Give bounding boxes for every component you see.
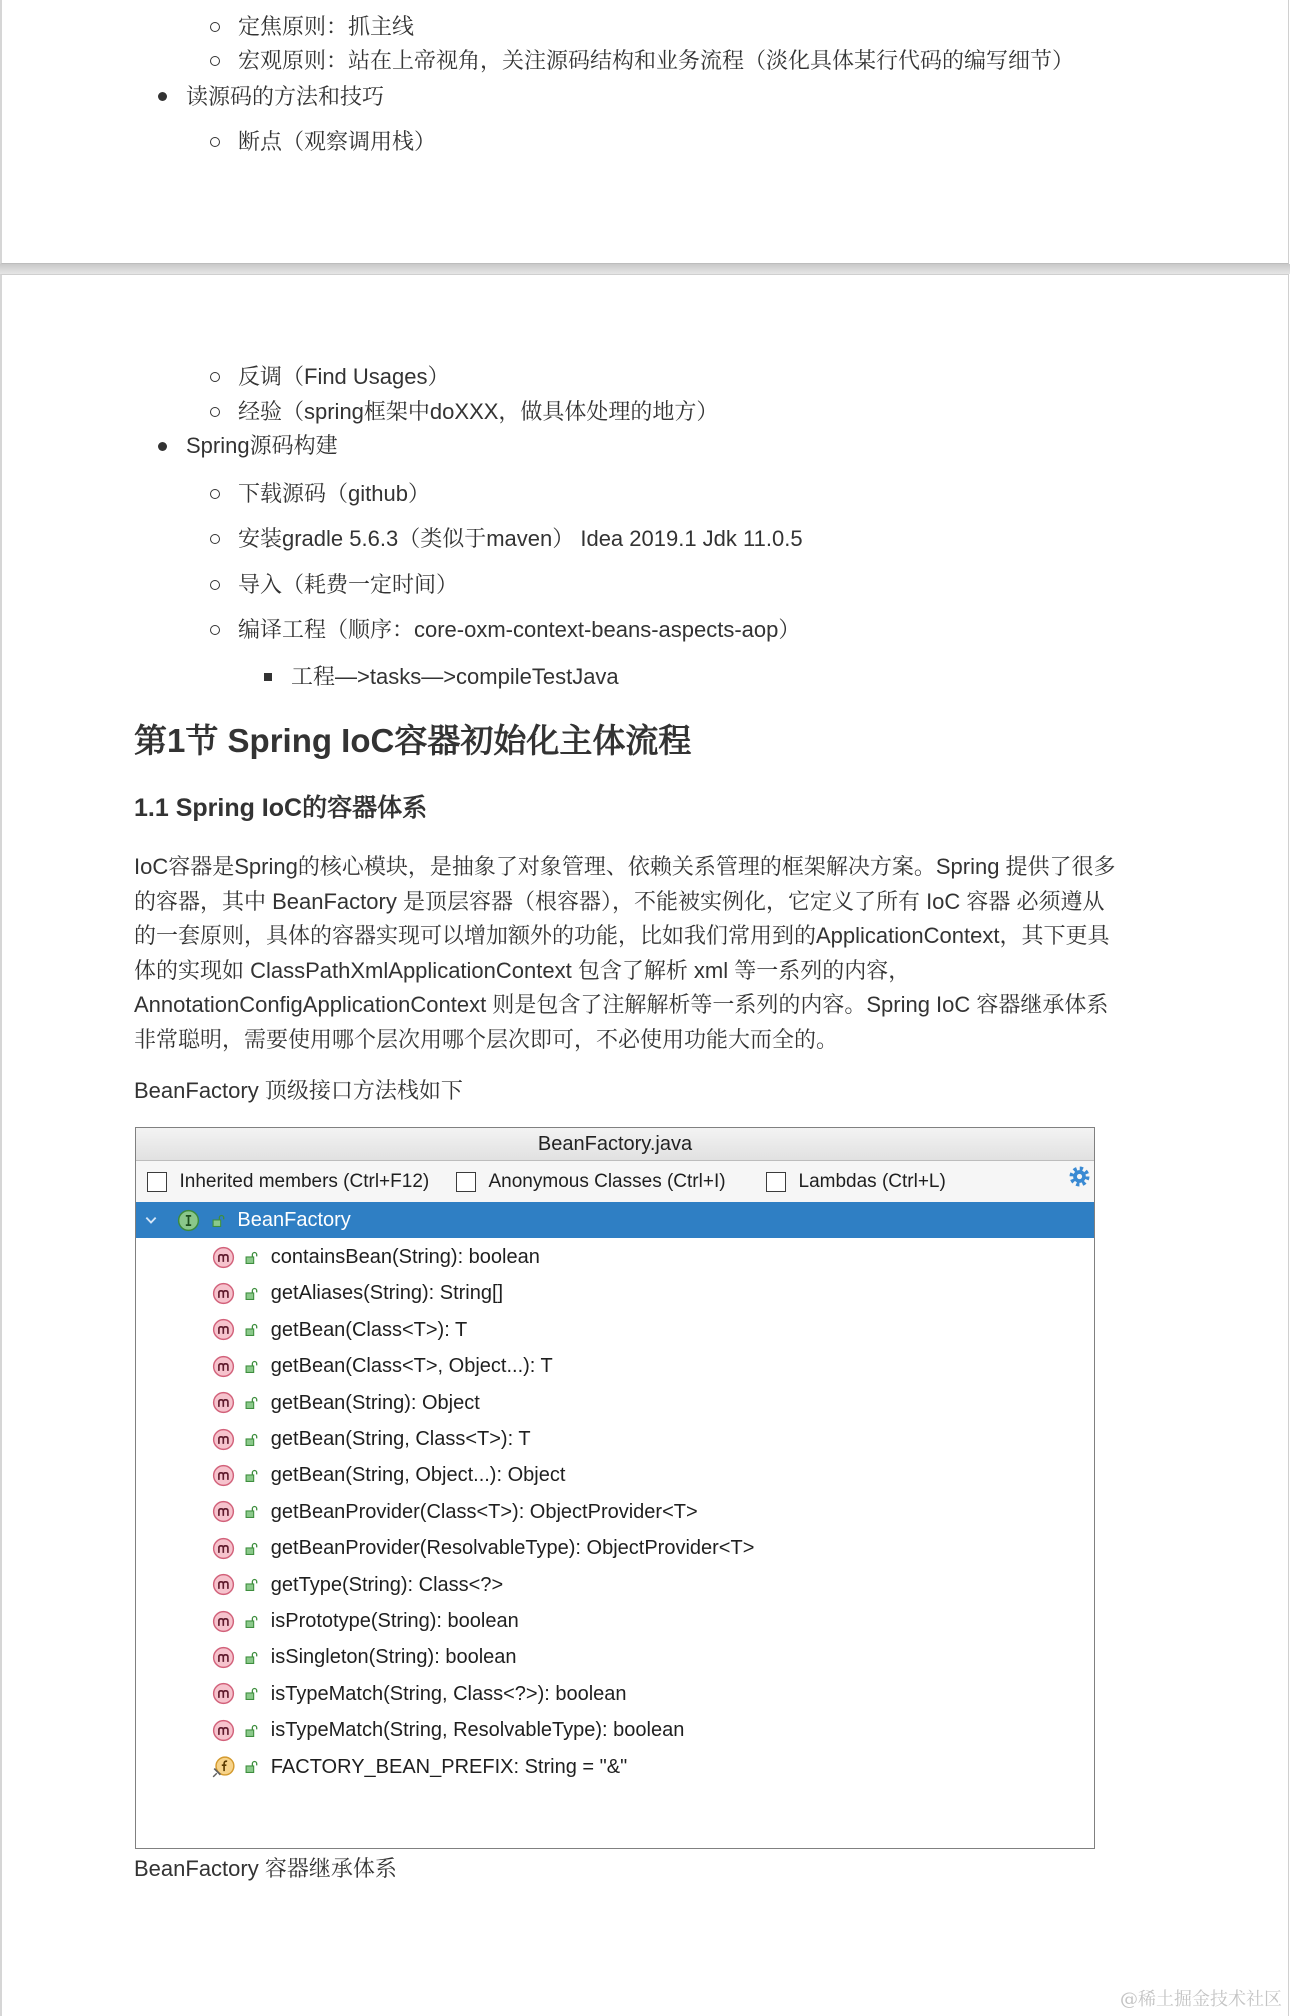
public-access-icon (245, 1433, 258, 1446)
list-item (210, 478, 430, 510)
subsection-heading: 1.1 Spring IoC的容器体系 (134, 794, 428, 822)
tree-member-row[interactable] (136, 1239, 1094, 1275)
tree-member-row[interactable] (136, 1275, 1094, 1311)
anonymous-classes-option[interactable] (456, 1161, 726, 1202)
bullet-circle (210, 137, 220, 147)
method-icon (212, 1464, 235, 1487)
member-signature: isPrototype(String): boolean (270, 1610, 519, 1632)
member-signature: getBean(String, Object...): Object (270, 1464, 566, 1487)
bullet-square (264, 673, 272, 681)
tree-member-row[interactable] (136, 1530, 1094, 1566)
member-signature: FACTORY_BEAN_PREFIX: String = "&" (270, 1755, 628, 1778)
list-item-text: 宏观原则：站在上帝视角，关注源码结构和业务流程（淡化具体某行代码的编写细节） (238, 47, 1075, 73)
tree-member-row[interactable] (136, 1457, 1094, 1493)
paragraph-line: 的一套原则，具体的容器实现可以增加额外的功能，比如我们常用到的ApplicationContext，其下更具 (134, 923, 1110, 948)
bullet-circle (210, 56, 220, 66)
paragraph-line: 的容器，其中 BeanFactory 是顶层容器（根容器），不能被实例化，它定义了所有 IoC 容器 必须遵从 (134, 888, 1105, 914)
paragraph-line: 非常聪明，需要使用哪个层次用哪个层次即可，不必使用功能大而全的。 (134, 1026, 839, 1052)
anonymous-classes-label[interactable]: Anonymous Classes (Ctrl+I) (488, 1170, 726, 1192)
list-item (210, 361, 450, 393)
panel-title: BeanFactory.java (136, 1128, 1094, 1161)
list-item-text: 反调（Find Usages） (238, 364, 450, 389)
tree-member-row[interactable] (136, 1712, 1094, 1748)
member-signature: getAliases(String): String[] (270, 1282, 504, 1305)
tree-root-node[interactable] (136, 1202, 1094, 1238)
tree-member-row[interactable] (136, 1312, 1094, 1348)
public-access-icon (245, 1615, 258, 1628)
watermark: @稀土掘金技术社区 (1120, 1989, 1282, 2010)
list-item-text: 工程—>tasks—>compileTestJava (291, 663, 619, 689)
public-access-icon (245, 1323, 258, 1336)
method-icon (212, 1610, 235, 1633)
bullet-circle (210, 580, 220, 590)
list-item (264, 661, 619, 693)
tree-member-row[interactable] (136, 1421, 1094, 1457)
public-access-icon (245, 1505, 258, 1518)
bullet-circle (210, 534, 220, 544)
method-icon (212, 1282, 235, 1305)
gear-icon[interactable] (1068, 1165, 1091, 1188)
inherited-members-checkbox[interactable] (147, 1172, 167, 1192)
method-icon (212, 1318, 235, 1341)
lambdas-label[interactable]: Lambdas (Ctrl+L) (798, 1170, 946, 1192)
list-item-text: Spring源码构建 (186, 433, 338, 459)
member-signature: getBeanProvider(ResolvableType): ObjectProvider<T> (270, 1537, 755, 1560)
method-icon (212, 1428, 235, 1451)
public-access-icon (245, 1687, 258, 1700)
tree-root-label: BeanFactory (237, 1209, 351, 1231)
bullet-circle (210, 625, 220, 635)
member-signature: getBean(String, Class<T>): T (270, 1428, 531, 1450)
static-field-icon (212, 1755, 235, 1778)
member-signature: getBean(Class<T>, Object...): T (270, 1355, 553, 1378)
paragraph-line: 体的实现如 ClassPathXmlApplicationContext 包含了解析 xml 等一系列的内容， (134, 957, 911, 983)
member-signature: isSingleton(String): boolean (270, 1646, 517, 1669)
tree-member-row[interactable] (136, 1603, 1094, 1639)
page-1 (0, 0, 1289, 264)
tree-member-row[interactable] (136, 1639, 1094, 1675)
public-access-icon (245, 1724, 258, 1737)
list-item-text: 下载源码（github） (238, 481, 430, 506)
method-icon (212, 1537, 235, 1560)
public-access-icon (245, 1396, 258, 1409)
method-stack-caption: BeanFactory 顶级接口方法栈如下 (134, 1078, 463, 1103)
member-signature: getBean(String): Object (270, 1391, 480, 1414)
tree-member-row[interactable] (136, 1385, 1094, 1421)
list-item (158, 430, 338, 462)
public-access-icon (245, 1760, 258, 1773)
public-access-icon (245, 1251, 258, 1264)
list-item-text: 安装gradle 5.6.3（类似于maven） Idea 2019.1 Jdk 11.0.5 (238, 526, 803, 551)
bullet-circle (210, 372, 220, 382)
method-icon (212, 1246, 235, 1269)
method-icon (212, 1646, 235, 1669)
list-item-text: 编译工程（顺序：core-oxm-context-beans-aspects-aop） (238, 617, 801, 642)
bullet-circle (210, 407, 220, 417)
public-access-icon (245, 1542, 258, 1555)
method-icon (212, 1682, 235, 1705)
anonymous-classes-checkbox[interactable] (456, 1172, 476, 1192)
lambdas-option[interactable] (766, 1161, 946, 1202)
interface-icon (177, 1209, 200, 1232)
public-access-icon (212, 1214, 225, 1227)
bullet-circle (210, 22, 220, 32)
member-signature: isTypeMatch(String, ResolvableType): boolean (270, 1719, 685, 1742)
member-signature: getType(String): Class<?> (270, 1573, 504, 1596)
paragraph-line: IoC容器是Spring的核心模块，是抽象了对象管理、依赖关系管理的框架解决方案。Spring 提供了很多 (134, 854, 1116, 879)
list-item (158, 81, 385, 113)
public-access-icon (245, 1287, 258, 1300)
inherited-members-option[interactable] (147, 1161, 429, 1202)
list-item (210, 614, 800, 646)
list-item (210, 45, 1074, 77)
list-item-text: 定焦原则：抓主线 (238, 14, 415, 39)
method-icon (212, 1719, 235, 1742)
method-icon (212, 1573, 235, 1596)
method-icon (212, 1355, 235, 1378)
member-signature: getBeanProvider(Class<T>): ObjectProvider<T> (270, 1500, 698, 1523)
list-item (210, 523, 803, 555)
list-item (210, 126, 436, 158)
paragraph-line: AnnotationConfigApplicationContext 则是包含了注解解析等一系列的内容。Spring IoC 容器继承体系 (134, 992, 1109, 1017)
list-item-text: 导入（耗费一定时间） (238, 572, 459, 597)
hierarchy-caption: BeanFactory 容器继承体系 (134, 1856, 397, 1881)
public-access-icon (245, 1651, 258, 1664)
page-separator (0, 264, 1290, 274)
method-icon (212, 1391, 235, 1414)
list-item-text: 断点（观察调用栈） (238, 128, 437, 154)
tree-member-row[interactable] (136, 1676, 1094, 1712)
public-access-icon (245, 1469, 258, 1482)
chevron-down-icon[interactable] (144, 1213, 158, 1227)
page-2 (0, 274, 1289, 2016)
public-access-icon (245, 1360, 258, 1373)
paragraph (134, 850, 1116, 1057)
public-access-icon (245, 1578, 258, 1591)
tree-member-row[interactable] (136, 1494, 1094, 1530)
member-list (136, 1239, 1094, 1799)
list-item-text: 读源码的方法和技巧 (186, 83, 385, 109)
list-item (210, 11, 414, 43)
structure-panel (135, 1127, 1095, 1849)
tree-member-row[interactable] (136, 1567, 1094, 1603)
member-signature: getBean(Class<T>): T (270, 1318, 468, 1341)
panel-options (136, 1161, 1094, 1202)
tree-member-row[interactable] (136, 1348, 1094, 1384)
bullet-circle (210, 489, 220, 499)
method-icon (212, 1500, 235, 1523)
section-heading: 第1节 Spring IoC容器初始化主体流程 (134, 722, 692, 759)
list-item (210, 569, 458, 601)
lambdas-checkbox[interactable] (766, 1172, 786, 1192)
bullet-disc (158, 442, 167, 451)
list-item (210, 396, 718, 428)
bullet-disc (158, 92, 167, 101)
list-item-text: 经验（spring框架中doXXX，做具体处理的地方） (238, 398, 719, 424)
member-signature: containsBean(String): boolean (270, 1246, 540, 1268)
tree-member-row[interactable] (136, 1749, 1094, 1785)
inherited-members-label[interactable]: Inherited members (Ctrl+F12) (179, 1170, 430, 1192)
member-signature: isTypeMatch(String, Class<?>): boolean (270, 1682, 627, 1705)
